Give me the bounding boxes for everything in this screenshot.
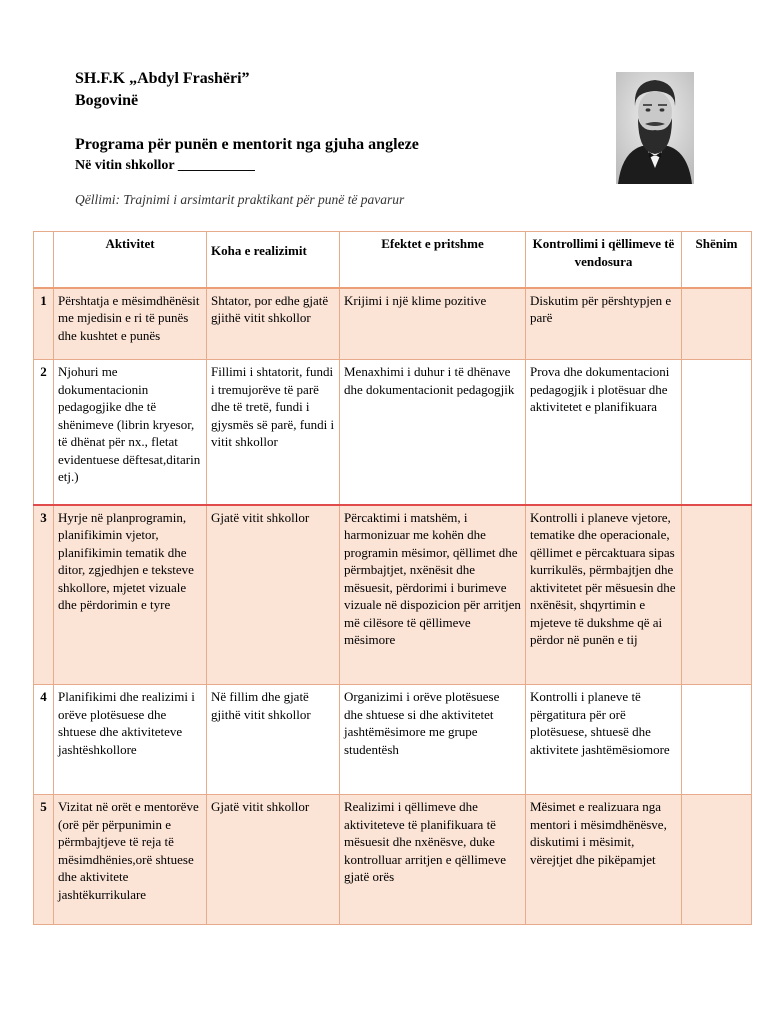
table-row (34, 505, 752, 685)
time-cell: Shtator, por edhe gjatë gjithë vitit shkollor (207, 288, 340, 360)
activity-cell: Vizitat në orët e mentorëve (orë për përpunimin e përmbajtjeve të reja të mësimdhënies,orë shtuese dhe aktivitete jashtëkurrikulare (54, 795, 207, 925)
effects-cell: Menaxhimi i duhur i të dhënave dhe dokumentacionit pedagogjik (340, 360, 526, 505)
activity-cell: Përshtatja e mësimdhënësit me mjedisin e ri të punës dhe kushtet e punës (54, 288, 207, 360)
row-number: 4 (34, 685, 54, 795)
header-time: Koha e realizimit (207, 232, 340, 288)
table-row (34, 795, 752, 925)
row-number: 3 (34, 505, 54, 685)
time-cell: Fillimi i shtatorit, fundi i tremujorëve të parë dhe të tretë, fundi i gjysmës së parë, fundi i vitit shkollor (207, 360, 340, 505)
table-header-row (34, 232, 752, 288)
portrait-photo (616, 72, 694, 184)
effects-cell: Realizimi i qëllimeve dhe aktiviteteve të planifikuara të mësuesit dhe nxënësve, duke kontrolluar arritjen e qëllimeve gjatë orës (340, 795, 526, 925)
header-note: Shënim (682, 232, 752, 288)
effects-cell: Përcaktimi i matshëm, i harmonizuar me kohën dhe programin mësimor, qëllimet dhe përmbajtjet, nxënësit dhe mësuesit, përdorimi i burimeve vizuale në dispozicion për arritjen më cilësore të qëllimeve mësimore (340, 505, 526, 685)
control-cell: Mësimet e realizuara nga mentori i mësimdhënësve, diskutimi i mësimit, vërejtjet dhe pikëpamjet (526, 795, 682, 925)
town-name: Bogovinë (75, 92, 139, 109)
note-cell (682, 505, 752, 685)
note-cell (682, 795, 752, 925)
header-num (34, 232, 54, 288)
row-number: 1 (34, 288, 54, 360)
program-title: Programa për punën e mentorit nga gjuha angleze (75, 136, 419, 153)
time-cell: Në fillim dhe gjatë gjithë vitit shkollor (207, 685, 340, 795)
table-row (34, 685, 752, 795)
effects-cell: Organizimi i orëve plotësuese dhe shtuese si dhe aktivitetet jashtëmësimore me grupe studentësh (340, 685, 526, 795)
effects-cell: Krijimi i një klime pozitive (340, 288, 526, 360)
header-effects: Efektet e pritshme (340, 232, 526, 288)
activity-cell: Planifikimi dhe realizimi i orëve plotësuese dhe shtuese dhe aktiviteteve jashtëshkollore (54, 685, 207, 795)
goal-statement: Qëllimi: Trajnimi i arsimtarit praktikant për punë të pavarur (75, 192, 405, 207)
time-cell: Gjatë vitit shkollor (207, 505, 340, 685)
table-row (34, 360, 752, 505)
row-number: 5 (34, 795, 54, 925)
control-cell: Kontrolli i planeve të përgatitura për orë plotësuese, shtuesë dhe aktivitete jashtëmësiomore (526, 685, 682, 795)
control-cell: Prova dhe dokumentacioni pedagogjik i plotësuar dhe aktivitetet e planifikuara (526, 360, 682, 505)
activity-cell: Njohuri me dokumentacionin pedagogjike dhe të shënimeve (librin kryesor, të dhënat për nx., fletat evidentuese dëftesat,ditarin etj.) (54, 360, 207, 505)
control-cell: Diskutim për përshtypjen e parë (526, 288, 682, 360)
note-cell (682, 360, 752, 505)
table-row (34, 288, 752, 360)
note-cell (682, 685, 752, 795)
school-name: SH.F.K „Abdyl Frashëri” (75, 70, 250, 87)
mentor-program-table (33, 231, 752, 925)
header-activity: Aktivitet (54, 232, 207, 288)
header-control: Kontrollimi i qëllimeve të vendosura (526, 232, 682, 288)
school-year-line: Në vitin shkollor ___________ (75, 158, 255, 173)
note-cell (682, 288, 752, 360)
activity-cell: Hyrje në planprogramin, planifikimin vjetor, planifikimin tematik dhe ditor, zgjedhjen e teksteve shkollore, mjetet vizuale dhe përdorimin e tyre (54, 505, 207, 685)
control-cell: Kontrolli i planeve vjetore, tematike dhe operacionale, qëllimet e përcaktuara sipas kurrikulës, përmbajtjen dhe aktivitetet për mësuesin dhe nxënësit, shqyrtimin e mjeteve të dukshme që ai përdor në punën e tij (526, 505, 682, 685)
time-cell: Gjatë vitit shkollor (207, 795, 340, 925)
row-number: 2 (34, 360, 54, 505)
